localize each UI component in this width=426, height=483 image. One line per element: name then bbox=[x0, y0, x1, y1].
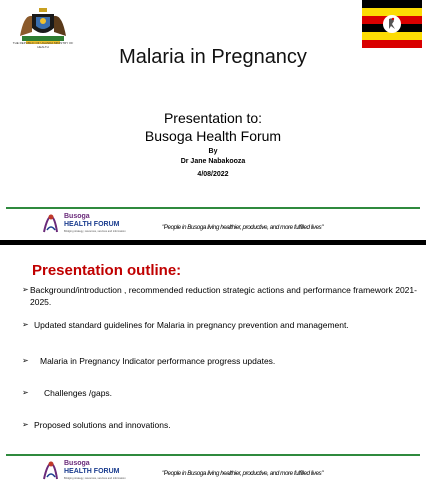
presenter-name: Dr Jane Nabakooza bbox=[180, 158, 246, 165]
outline-item-text: Malaria in Pregnancy Indicator performance progress updates. bbox=[40, 356, 276, 366]
outline-item bbox=[22, 284, 418, 308]
by-label: By bbox=[208, 148, 218, 155]
slide-title: Malaria in Pregnancy bbox=[119, 46, 307, 68]
arrow-bullet-icon: ➢ bbox=[22, 320, 29, 329]
presentation-date: 4/08/2022 bbox=[197, 171, 229, 178]
outline-item-text: Background/introduction , recommended reduction strategic actions and performance framework 2021-2025. bbox=[30, 285, 417, 307]
logo-line-health-forum: HEALTH FORUM bbox=[64, 468, 120, 475]
arrow-bullet-icon: ➢ bbox=[22, 388, 29, 397]
uganda-flag-icon bbox=[362, 0, 422, 48]
footer-logo bbox=[40, 212, 160, 236]
logo-tagline: Bridging strategy, resources, services and information bbox=[64, 230, 126, 233]
presentation-to-label: Presentation to: bbox=[163, 110, 263, 126]
footer-slogan: "People in Busoga living healthier, productive, and more fulfilled lives" bbox=[162, 224, 323, 231]
forum-name: Busoga Health Forum bbox=[144, 128, 282, 144]
outline-item-text: Challenges /gaps. bbox=[44, 388, 113, 398]
outline-item-text: Updated standard guidelines for Malaria in pregnancy prevention and management. bbox=[34, 320, 349, 330]
coat-caption: THE REPUBLIC OF UGANDA MINISTRY OF HEALTH bbox=[12, 41, 74, 49]
footer-divider bbox=[6, 207, 420, 209]
logo-line-health-forum: HEALTH FORUM bbox=[64, 221, 120, 228]
logo-line-busoga: Busoga bbox=[64, 460, 90, 467]
arrow-bullet-icon: ➢ bbox=[22, 285, 29, 294]
arrow-bullet-icon: ➢ bbox=[22, 420, 29, 429]
outline-item bbox=[22, 387, 418, 399]
footer-logo bbox=[40, 459, 160, 483]
logo-line-busoga: Busoga bbox=[64, 213, 90, 220]
logo-tagline: Bridging strategy, resources, services and information bbox=[64, 477, 126, 480]
outline-item bbox=[22, 419, 418, 431]
arrow-bullet-icon: ➢ bbox=[22, 356, 29, 365]
busoga-logo-icon bbox=[40, 212, 62, 236]
outline-item bbox=[22, 355, 418, 367]
title-slide bbox=[0, 0, 426, 240]
outline-item-text: Proposed solutions and innovations. bbox=[34, 420, 171, 430]
busoga-logo-icon bbox=[40, 459, 62, 483]
outline-slide bbox=[0, 245, 426, 483]
footer-slogan: "People in Busoga living healthier, productive, and more fulfilled lives" bbox=[162, 470, 323, 477]
outline-title: Presentation outline: bbox=[32, 262, 182, 279]
footer-divider bbox=[6, 454, 420, 456]
outline-item bbox=[22, 319, 418, 331]
